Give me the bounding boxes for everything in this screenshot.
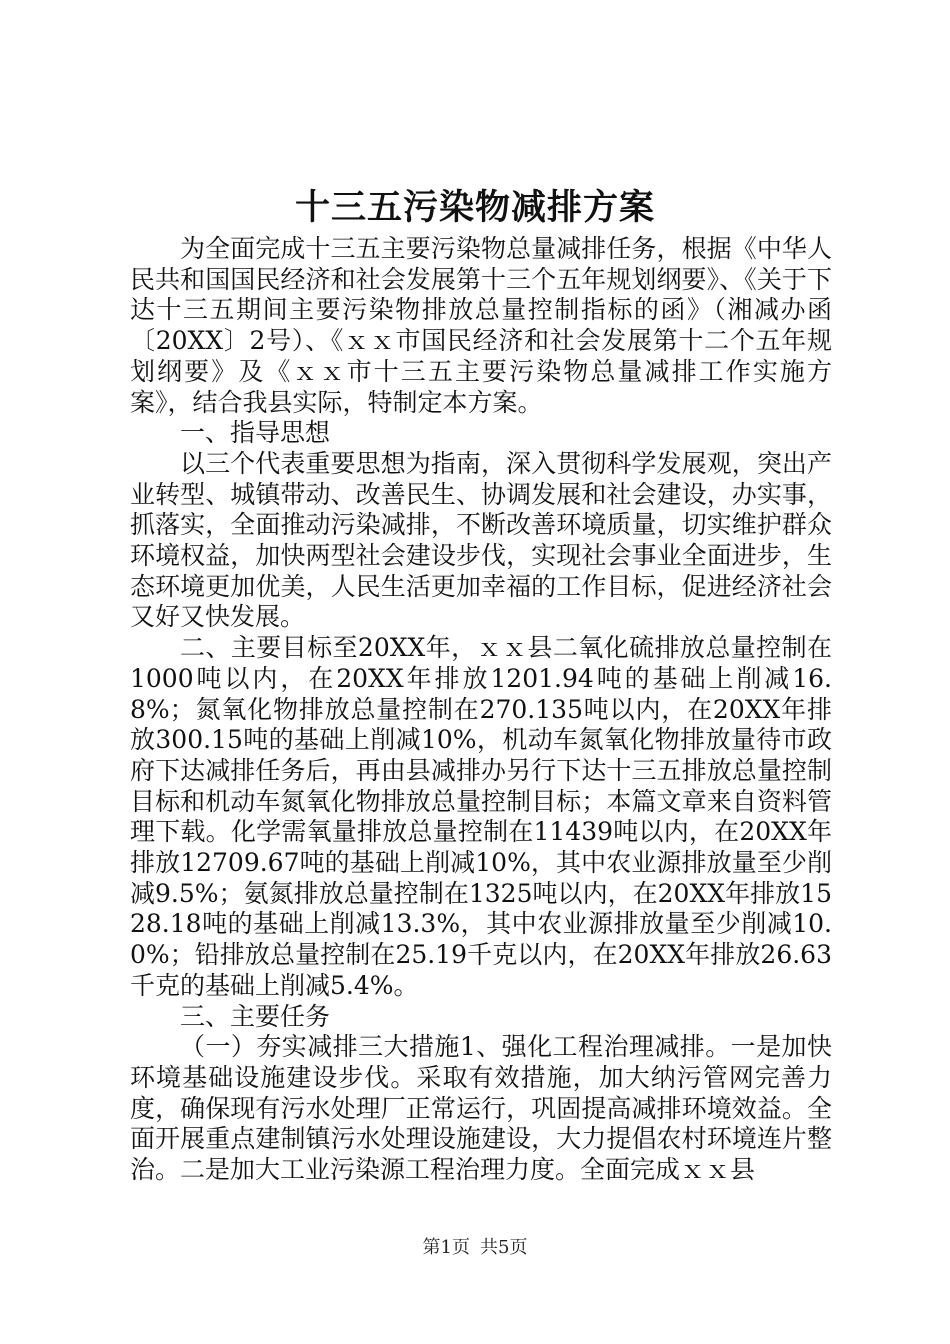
document-body xyxy=(130,234,832,1186)
section-1-heading: 一、指导思想 xyxy=(180,418,331,448)
document-title: 十三五污染物减排方案 xyxy=(294,187,655,228)
section-2-paragraph: 二、主要目标至20XX年，ｘｘ县二氧化硫排放总量控制在1000吨以内，在20XX年排放1201.94吨的基础上削减16.8%；氮氧化物排放总量控制在270.135吨以内，在20XX年排放300.15吨的基础上削减10%，机动车氮氧化物排放量待市政府下达减排任务后，再由县减排办另行下达十三五排放总量控制目标和机动车氮氧化物排放总量控制目标；本篇文章来自资料管理下载。化学需氧量排放总量控制在11439吨以内，在20XX年排放12709.67吨的基础上削减10%，其中农业源排放量至少削减9.5%；氨氮排放总量控制在1325吨以内，在20XX年排放1528.18吨的基础上削减13.3%，其中农业源排放量至少削减10.0%；铅排放总量控制在25.19千克以内，在20XX年排放26.63千克的基础上削减5.4%。 xyxy=(130,633,832,1000)
page-footer xyxy=(0,1236,950,1260)
page-total: 共5页 xyxy=(480,1237,528,1258)
section-1-paragraph: 以三个代表重要思想为指南，深入贯彻科学发展观，突出产业转型、城镇带动、改善民生、协调发展和社会建设，办实事，抓落实，全面推动污染减排，不断改善环境质量，切实维护群众环境权益，加快两型社会建设步伐，实现社会事业全面进步，生态环境更加优美，人民生活更加幸福的工作目标，促进经济社会又好又快发展。 xyxy=(130,448,832,632)
section-3-paragraph: （一）夯实减排三大措施1、强化工程治理减排。一是加快环境基础设施建设步伐。采取有效措施，加大纳污管网完善力度，确保现有污水处理厂正常运行，巩固提高减排环境效益。全面开展重点建制镇污水处理设施建设，大力提倡农村环境连片整治。二是加大工业污染源工程治理力度。全面完成ｘｘ县 xyxy=(130,1032,832,1185)
intro-paragraph: 为全面完成十三五主要污染物总量减排任务，根据《中华人民共和国国民经济和社会发展第十三个五年规划纲要》、《关于下达十三五期间主要污染物排放总量控制指标的函》（湘减办函〔20XX〕2号）、《ｘｘ市国民经济和社会发展第十二个五年规划纲要》及《ｘｘ市十三五主要污染物总量减排工作实施方案》，结合我县实际，特制定本方案。 xyxy=(130,234,832,417)
page-number: 第1页 xyxy=(422,1237,470,1258)
section-3-heading: 三、主要任务 xyxy=(180,1001,331,1031)
